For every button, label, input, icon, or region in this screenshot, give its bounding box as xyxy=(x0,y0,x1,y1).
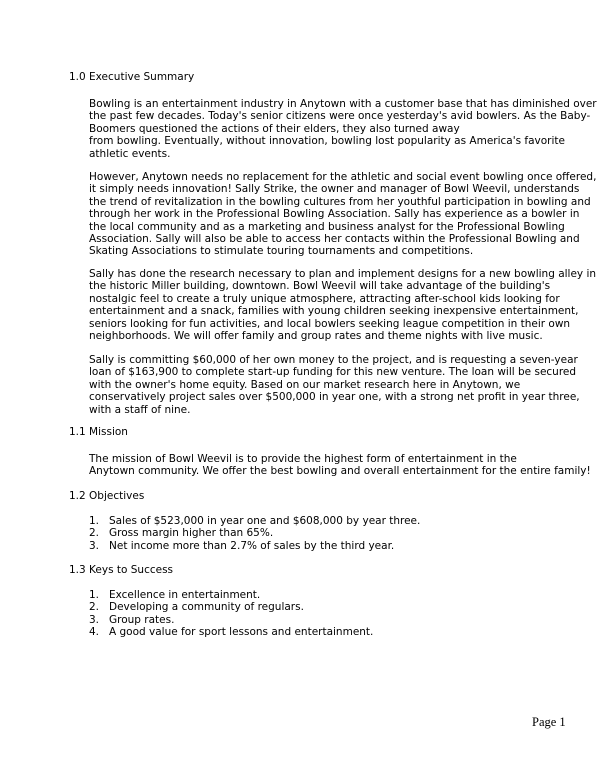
list-item-text: Group rates. xyxy=(109,613,175,626)
section-heading-keys-to-success: 1.3 Keys to Success xyxy=(69,564,174,576)
text-line: the trend of revitalization in the bowling cultures from her youthful participation in bowling and xyxy=(89,195,591,208)
list-number: 1. xyxy=(89,589,100,601)
list-item xyxy=(89,589,373,601)
text-line: entertainment and a snack, families with young children seeking inexpensive entertainment, xyxy=(89,305,579,318)
list-item xyxy=(89,601,373,613)
list-item xyxy=(89,614,373,626)
list-item xyxy=(89,540,420,552)
text-line: loan of $163,900 to complete start-up funding for this new venture. The loan will be secured xyxy=(89,366,577,379)
text-line: through her work in the Professional Bowling Association. Sally has experience as a bowler in xyxy=(89,208,580,221)
text-line: nostalgic feel to create a truly unique atmosphere, attracting after-school kids looking for xyxy=(89,292,560,305)
list-item-text: Gross margin higher than 65%. xyxy=(109,527,274,540)
paragraph-executive-summary-3 xyxy=(89,268,597,343)
paragraph-mission xyxy=(89,453,591,478)
list-item xyxy=(89,626,373,638)
text-line: neighborhoods. We will offer family and group rates and theme nights with live music. xyxy=(89,330,543,343)
section-heading-mission: 1.1 Mission xyxy=(69,426,128,438)
text-line: Bowling is an entertainment industry in Anytown with a customer base that has diminished over xyxy=(89,98,597,110)
text-line: conservatively project sales over $500,000 in year one, with a strong net profit in year three, xyxy=(89,391,580,404)
text-line: Sally is committing $60,000 of her own money to the project, and is requesting a seven-year xyxy=(89,354,578,366)
objectives-list xyxy=(89,515,420,552)
text-line: the historic Miller building, downtown. Bowl Weevil will take advantage of the building's xyxy=(89,280,551,293)
text-line: seniors looking for fun activities, and local bowlers seeking league competition in their own xyxy=(89,317,571,330)
keys-to-success-list xyxy=(89,589,373,639)
list-number: 1. xyxy=(89,515,100,527)
list-item-text: Sales of $523,000 in year one and $608,000 by year three. xyxy=(109,515,421,527)
text-line: athletic events. xyxy=(89,147,171,160)
section-heading-executive-summary: 1.0 Executive Summary xyxy=(69,71,195,83)
section-heading-objectives: 1.2 Objectives xyxy=(69,490,145,502)
text-line: The mission of Bowl Weevil is to provide the highest form of entertainment in the xyxy=(89,453,517,465)
text-line: with a staff of nine. xyxy=(89,403,191,416)
text-line: Association. Sally will also be able to access her contacts within the Professional Bowling and xyxy=(89,233,580,246)
list-item-text: Developing a community of regulars. xyxy=(109,601,304,614)
text-line: with the owner's home equity. Based on our market research here in Anytown, we xyxy=(89,378,521,391)
list-item xyxy=(89,527,420,539)
list-number: 4. xyxy=(89,626,100,639)
text-line: the local community and as a marketing and business analyst for the Professional Bowling xyxy=(89,220,565,233)
paragraph-executive-summary-2 xyxy=(89,171,597,258)
text-line: from bowling. Eventually, without innovation, bowling lost popularity as America's favorite xyxy=(89,135,565,148)
list-item-text: A good value for sport lessons and entertainment. xyxy=(109,626,374,639)
text-line: the past few decades. Today's senior citizens were once yesterday's avid bowlers. As the Baby- xyxy=(89,110,591,123)
text-line: Skating Associations to stimulate touring tournaments and competitions. xyxy=(89,245,474,258)
text-line: Sally has done the research necessary to plan and implement designs for a new bowling alley in xyxy=(89,268,597,280)
text-line: Boomers questioned the actions of their elders, they also turned away xyxy=(89,122,460,135)
list-number: 2. xyxy=(89,527,100,540)
list-item-text: Excellence in entertainment. xyxy=(109,589,261,601)
text-line: it simply needs innovation! Sally Strike, the owner and manager of Bowl Weevil, understands xyxy=(89,183,580,196)
paragraph-executive-summary-4 xyxy=(89,354,580,416)
list-number: 3. xyxy=(89,539,100,552)
list-number: 3. xyxy=(89,613,100,626)
text-line: However, Anytown needs no replacement for the athletic and social event bowling once offered, xyxy=(89,171,597,183)
page-number: Page 1 xyxy=(532,715,566,729)
list-item xyxy=(89,515,420,527)
list-number: 2. xyxy=(89,601,100,614)
text-line: Anytown community. We offer the best bowling and overall entertainment for the entire family! xyxy=(89,465,591,478)
list-item-text: Net income more than 2.7% of sales by the third year. xyxy=(109,539,395,552)
paragraph-executive-summary-1 xyxy=(89,98,597,160)
